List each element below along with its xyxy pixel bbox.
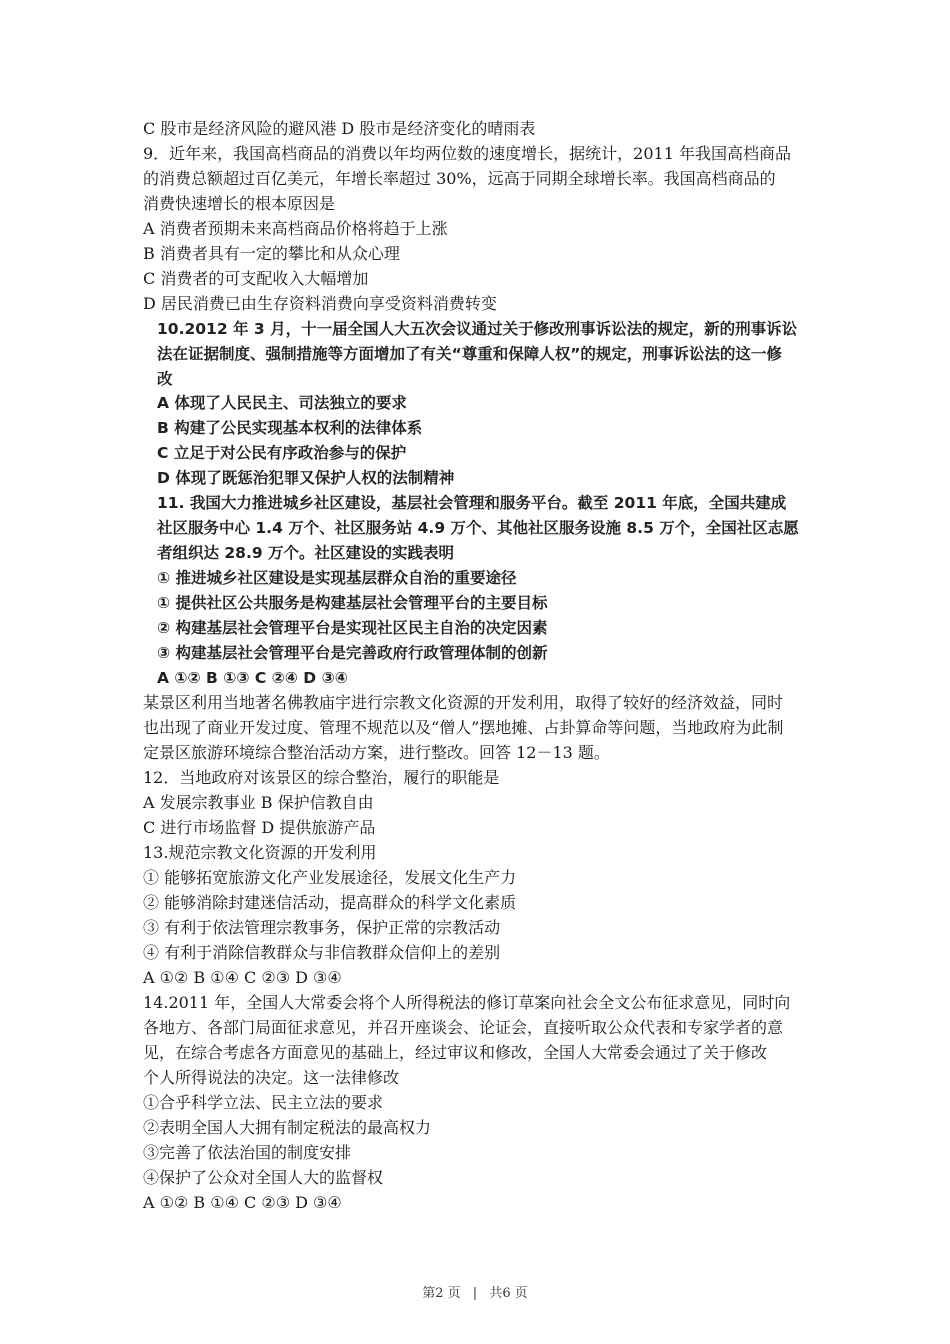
q12-options-ab: A 发展宗教事业 B 保护信教自由	[143, 793, 374, 812]
q9-option-a: A 消费者预期未来高档商品价格将趋于上涨	[143, 219, 448, 238]
q13-statement-1: ① 能够拓宽旅游文化产业发展途径，发展文化生产力	[143, 868, 517, 887]
q12-options-cd: C 进行市场监督 D 提供旅游产品	[143, 818, 376, 837]
q10-option-b: B 构建了公民实现基本权利的法律体系	[157, 419, 423, 437]
q11-statement-4: ③ 构建基层社会管理平台是完善政府行政管理体制的创新	[157, 644, 548, 662]
q13-statement-2: ② 能够消除封建迷信活动，提高群众的科学文化素质	[143, 893, 517, 912]
q11-statement-3: ② 构建基层社会管理平台是实现社区民主自治的决定因素	[157, 619, 548, 637]
q11-statement-2: ① 提供社区公共服务是构建基层社会管理平台的主要目标	[157, 594, 548, 612]
q14-stem-line-4: 个人所得说法的决定。这一法律修改	[143, 1068, 400, 1087]
q10-option-d: D 体现了既惩治犯罪又保护人权的法制精神	[157, 469, 455, 487]
q9-option-c: C 消费者的可支配收入大幅增加	[143, 269, 369, 288]
q12-stem: 12．当地政府对该景区的综合整治，履行的职能是	[143, 768, 500, 787]
q9-option-d: D 居民消费已由生存资料消费向享受资料消费转变	[143, 294, 497, 313]
q13-stem: 13.规范宗教文化资源的开发利用	[143, 843, 377, 862]
q14-statement-2: ②表明全国人大拥有制定税法的最高权力	[143, 1118, 432, 1137]
q11-statement-1: ① 推进城乡社区建设是实现基层群众自治的重要途径	[157, 569, 517, 587]
q14-stem-line-2: 各地方、各部门局面征求意见，并召开座谈会、论证会，直接听取公众代表和专家学者的意	[143, 1018, 784, 1037]
q9-stem-line-2: 的消费总额超过百亿美元，年增长率超过 30%，远高于同期全球增长率。我国高档商品的	[143, 169, 776, 188]
q14-stem-line-3: 见，在综合考虑各方面意见的基础上，经过审议和修改，全国人大常委会通过了关于修改	[143, 1043, 768, 1062]
page-footer	[0, 1282, 950, 1301]
q9-stem-line-1: 9．近年来，我国高档商品的消费以年均两位数的速度增长，据统计，2011 年我国高档商品	[143, 144, 791, 163]
q12-13-passage-line-2: 也出现了商业开发过度、管理不规范以及“僧人”摆地摊、占卦算命等问题，当地政府为此制	[143, 718, 784, 737]
q9-option-b: B 消费者具有一定的攀比和从众心理	[143, 244, 400, 263]
q10-stem-line-2: 法在证据制度、强制措施等方面增加了有关“尊重和保障人权”的规定，刑事诉讼法的这一修	[157, 345, 782, 363]
footer-separator: |	[472, 1286, 478, 1301]
q11-stem-line-2: 社区服务中心 1.4 万个、社区服务站 4.9 万个、其他社区服务设施 8.5 万个，全国社区志愿	[157, 519, 799, 537]
q13-statement-3: ③ 有利于依法管理宗教事务，保护正常的宗教活动	[143, 918, 501, 937]
q13-options: A ①② B ①④ C ②③ D ③④	[143, 968, 342, 987]
q10-stem-line-3: 改	[157, 370, 173, 388]
q14-statement-1: ①合乎科学立法、民主立法的要求	[143, 1093, 384, 1112]
q12-13-passage-line-1: 某景区利用当地著名佛教庙宇进行宗教文化资源的开发利用，取得了较好的经济效益，同时	[143, 693, 784, 712]
q9-stem-line-3: 消费快速增长的根本原因是	[143, 194, 336, 213]
q11-stem-line-1: 11. 我国大力推进城乡社区建设，基层社会管理和服务平台。截至 2011 年底，全国共建成	[157, 494, 787, 512]
q13-statement-4: ④ 有利于消除信教群众与非信教群众信仰上的差别	[143, 943, 501, 962]
q12-13-passage-line-3: 定景区旅游环境综合整治活动方案，进行整改。回答 12－13 题。	[143, 743, 610, 762]
q10-option-a: A 体现了人民民主、司法独立的要求	[157, 394, 407, 412]
q14-options: A ①② B ①④ C ②③ D ③④	[143, 1193, 342, 1212]
q14-statement-4: ④保护了公众对全国人大的监督权	[143, 1168, 384, 1187]
q10-stem-line-1: 10.2012 年 3 月，十一届全国人大五次会议通过关于修改刑事诉讼法的规定，新的刑事诉讼	[157, 320, 798, 338]
q11-options: A ①② B ①③ C ②④ D ③④	[157, 669, 348, 687]
page-total: 共6 页	[489, 1286, 528, 1301]
page-number: 第2 页	[422, 1286, 461, 1301]
q14-statement-3: ③完善了依法治国的制度安排	[143, 1143, 352, 1162]
q11-stem-line-3: 者组织达 28.9 万个。社区建设的实践表明	[157, 544, 455, 562]
q14-stem-line-1: 14.2011 年，全国人大常委会将个人所得税法的修订草案向社会全文公布征求意见，同时向	[143, 993, 791, 1012]
q8-options-cd: C 股市是经济风险的避风港 D 股市是经济变化的晴雨表	[143, 119, 536, 138]
q10-option-c: C 立足于对公民有序政治参与的保护	[157, 444, 407, 462]
